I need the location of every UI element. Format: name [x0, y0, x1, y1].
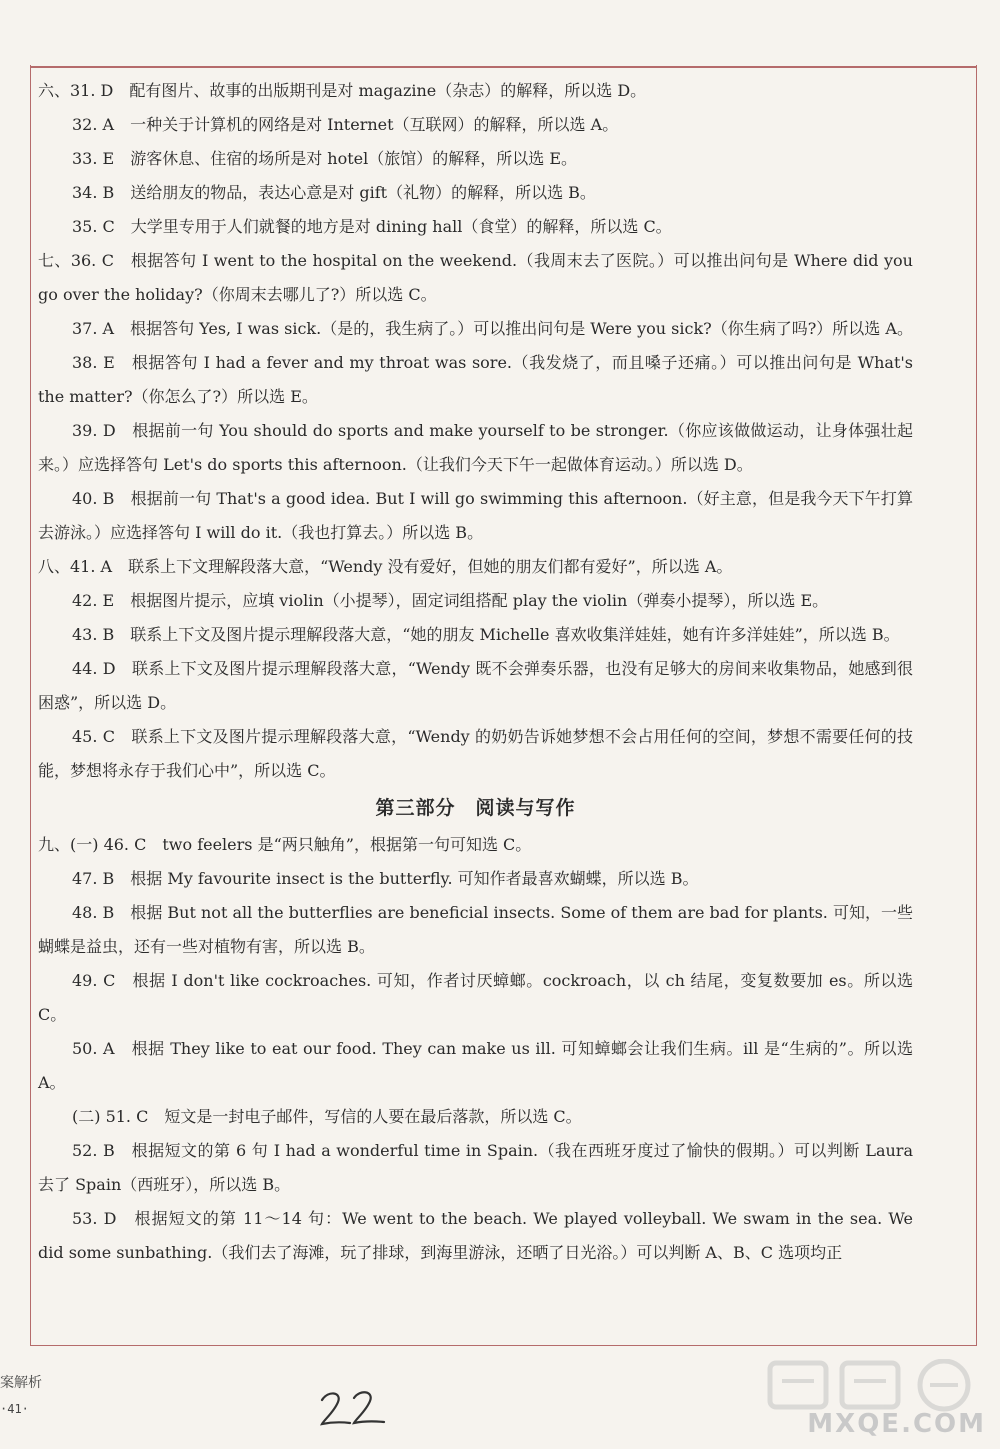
section-heading: 第三部分 阅读与写作: [375, 797, 576, 819]
answer-content: [38, 74, 913, 1270]
answer-q34: 34. B 送给朋友的物品，表达心意是对 gift（礼物）的解释，所以选 B。: [72, 183, 596, 202]
answer-q31: 六、31. D 配有图片、故事的出版期刊是对 magazine（杂志）的解释，所以选 D。: [38, 81, 647, 100]
answer-q49: 49. C 根据 I don't like cockroaches. 可知，作者讨厌蟑螂。cockroach，以 ch 结尾，变复数要加 es。所以选 C。: [38, 971, 913, 1024]
answer-q50: 50. A 根据 They like to eat our food. They can make us ill. 可知蟑螂会让我们生病。ill 是“生病的”。所以选 A。: [38, 1039, 913, 1092]
answer-q38: 38. E 根据答句 I had a fever and my throat was sore.（我发烧了，而且嗓子还痛。）可以推出问句是 What's the matter?（你怎么了?）所以选 E。: [38, 353, 913, 406]
answer-q45: 45. C 联系上下文及图片提示理解段落大意，“Wendy 的奶奶告诉她梦想不会占用任何的空间，梦想不需要任何的技能，梦想将永存于我们心中”，所以选 C。: [38, 727, 913, 780]
answer-q40: 40. B 根据前一句 That's a good idea. But I will go swimming this afternoon.（好主意，但是我今天下午打算去游泳。）应选择答句 I will do it.（我也打算去。）所以选 B。: [38, 489, 913, 542]
answer-q37: 37. A 根据答句 Yes, I was sick.（是的，我生病了。）可以推出问句是 Were you sick?（你生病了吗?）所以选 A。: [72, 319, 913, 338]
watermark-text: MXQE.COM: [807, 1409, 986, 1439]
answer-group-part3: [38, 828, 913, 1270]
answer-q47: 47. B 根据 My favourite insect is the butterfly. 可知作者最喜欢蝴蝶，所以选 B。: [72, 869, 699, 888]
answer-q36: 七、36. C 根据答句 I went to the hospital on the weekend.（我周末去了医院。）可以推出问句是 Where did you go over the holiday?（你周末去哪儿了?）所以选 C。: [38, 251, 913, 304]
page-number: ·41·: [0, 1402, 29, 1416]
answer-q44: 44. D 联系上下文及图片提示理解段落大意，“Wendy 既不会弹奏乐器，也没有足够大的房间来收集物品，她感到很困惑”，所以选 D。: [38, 659, 913, 712]
answer-q43: 43. B 联系上下文及图片提示理解段落大意，“她的朋友 Michelle 喜欢收集洋娃娃，她有许多洋娃娃”，所以选 B。: [72, 625, 900, 644]
answer-q41: 八、41. A 联系上下文理解段落大意，“Wendy 没有爱好，但她的朋友们都有爱好”，所以选 A。: [38, 557, 733, 576]
handwritten-number-22: [318, 1386, 388, 1430]
answer-q42: 42. E 根据图片提示，应填 violin（小提琴），固定词组搭配 play the violin（弹奏小提琴），所以选 E。: [72, 591, 829, 610]
answer-q52: 52. B 根据短文的第 6 句 I had a wonderful time in Spain.（我在西班牙度过了愉快的假期。）可以判断 Laura 去了 Spain（西班牙），所以选 B。: [38, 1141, 913, 1194]
answer-q33: 33. E 游客休息、住宿的场所是对 hotel（旅馆）的解释，所以选 E。: [72, 149, 578, 168]
answer-group-part2: [38, 74, 913, 788]
footer-label: 案解析: [0, 1375, 42, 1391]
answer-q48: 48. B 根据 But not all the butterflies are beneficial insects. Some of them are bad for plants. 可知，一些蝴蝶是益虫，还有一些对植物有害，所以选 B。: [38, 903, 913, 956]
answer-q51: (二) 51. C 短文是一封电子邮件，写信的人要在最后落款，所以选 C。: [72, 1107, 582, 1126]
answer-q53: 53. D 根据短文的第 11～14 句：We went to the beach. We played volleyball. We swam in the sea. We did some sunbathing.（我们去了海滩，玩了排球，到海里游泳，还晒了日光浴。）可以判断 A、B、C 选项均正: [38, 1209, 913, 1262]
answer-q39: 39. D 根据前一句 You should do sports and make yourself to be stronger.（你应该做做运动，让身体强壮起来。）应选择答句 Let's do sports this afternoon.（让我们今天下午一起做体育运动。）所以选 D。: [38, 421, 913, 474]
answer-q35: 35. C 大学里专用于人们就餐的地方是对 dining hall（食堂）的解释，所以选 C。: [72, 217, 672, 236]
answer-q32: 32. A 一种关于计算机的网络是对 Internet（互联网）的解释，所以选 A。: [72, 115, 619, 134]
answer-q46: 九、(一) 46. C two feelers 是“两只触角”，根据第一句可知选 C。: [38, 835, 532, 854]
